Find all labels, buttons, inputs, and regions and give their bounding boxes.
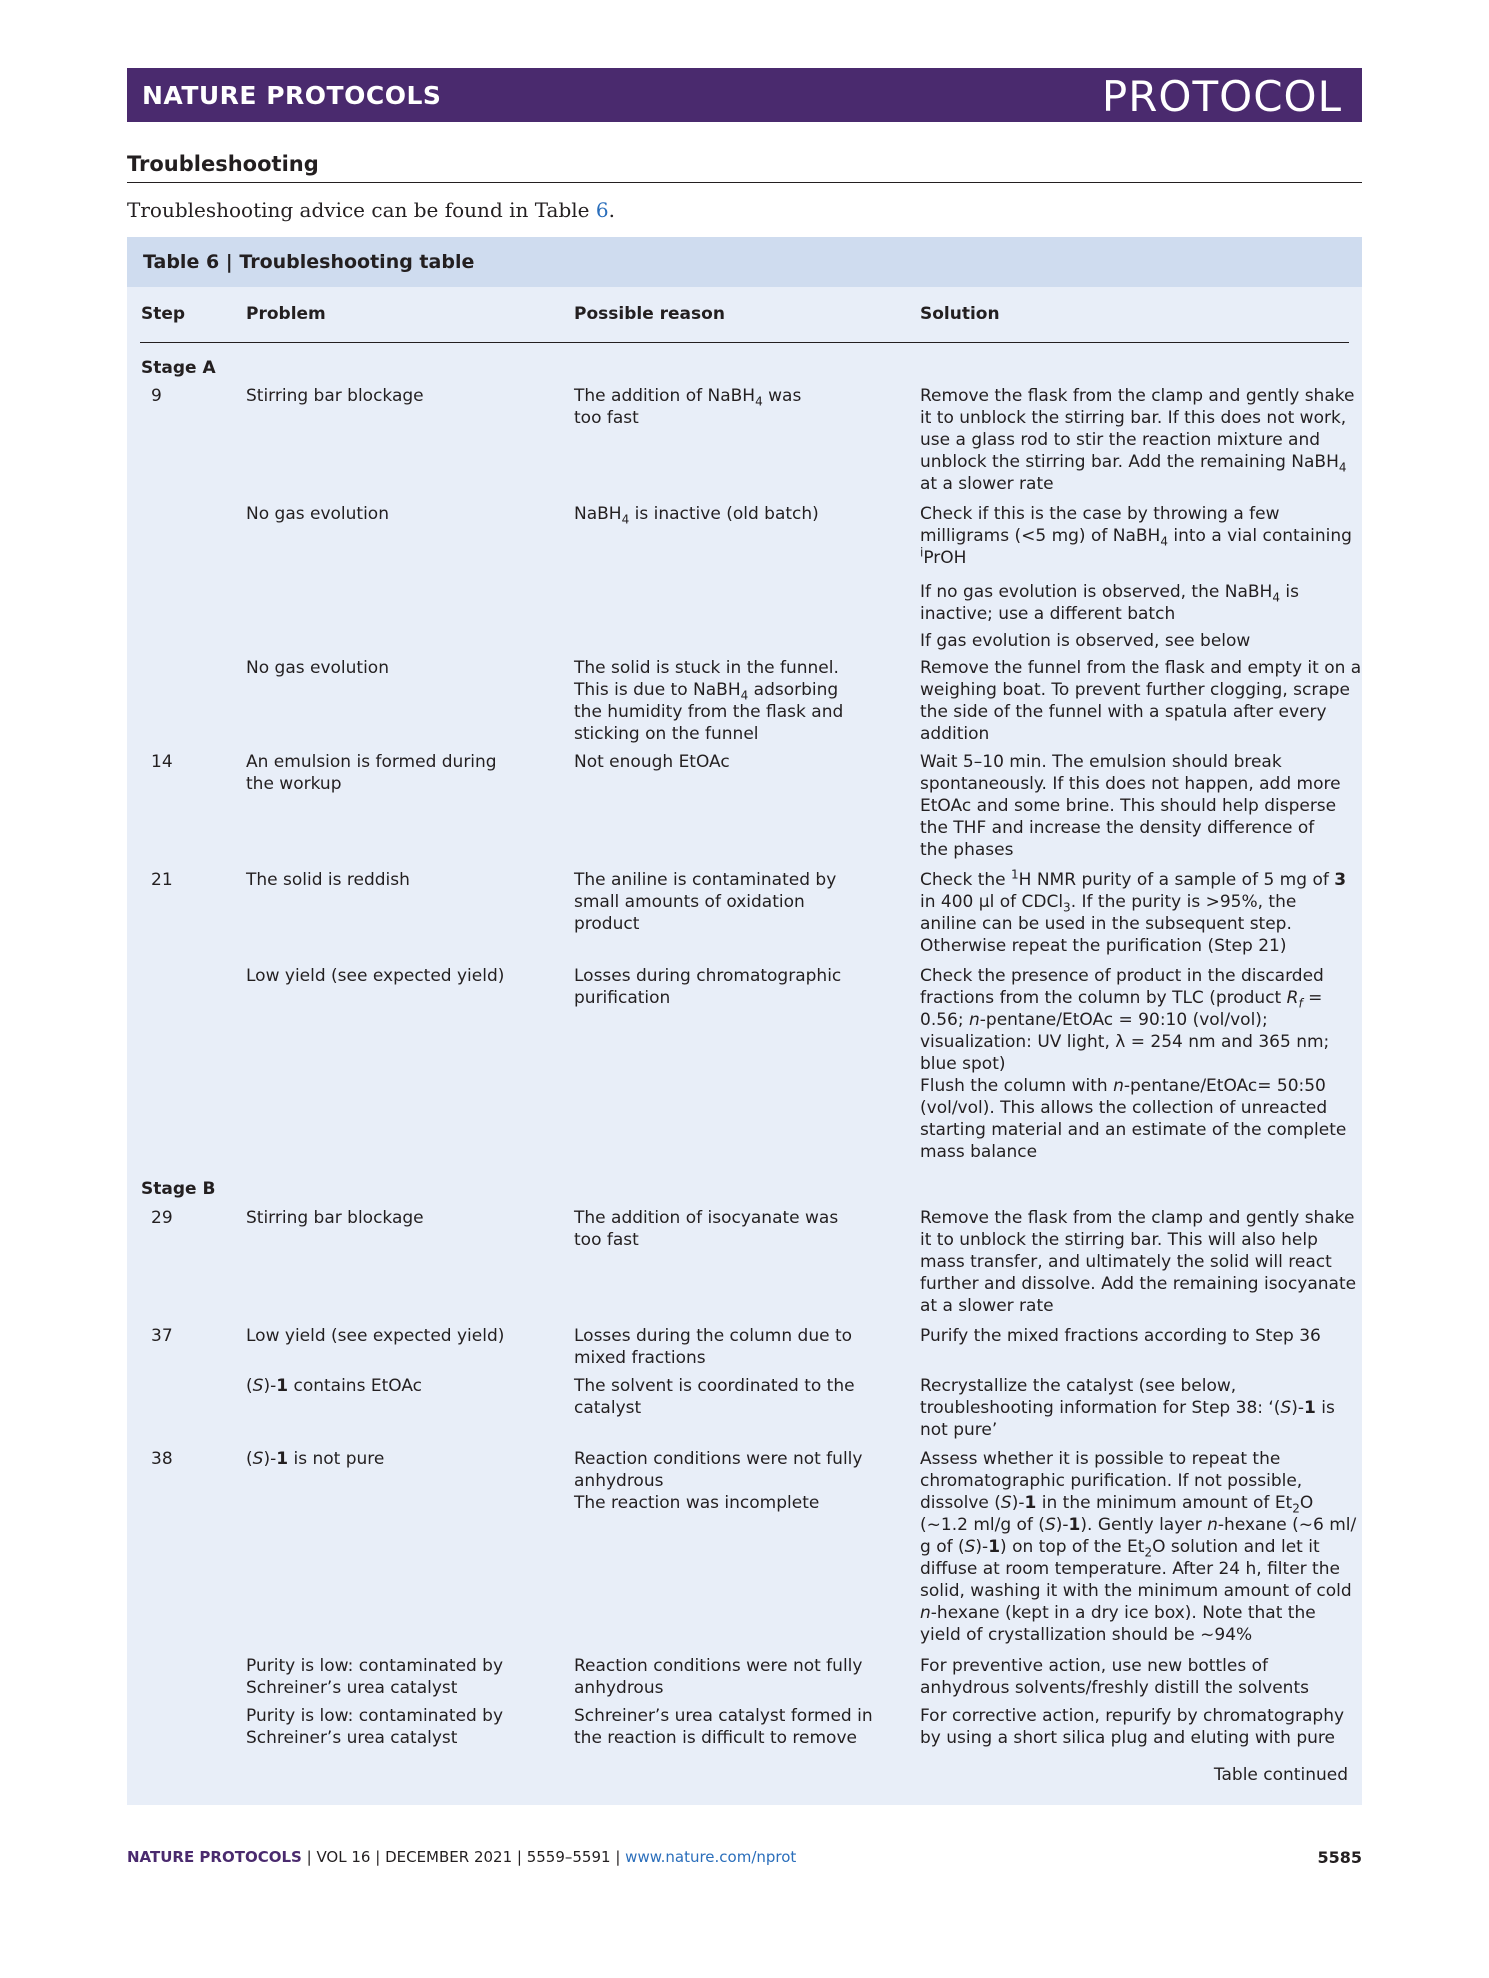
problem-cell: (S)-1 contains EtOAc	[246, 1376, 422, 1396]
section-rule	[127, 182, 1362, 183]
text-line: For preventive action, use new bottles of	[920, 1656, 1268, 1676]
step-cell: 14	[151, 752, 173, 772]
intro-suffix: .	[608, 198, 615, 222]
column-header-step: Step	[141, 304, 186, 324]
solution-cell	[920, 751, 1341, 861]
text-line: the workup	[246, 774, 342, 794]
reason-cell	[574, 869, 836, 935]
troubleshooting-table	[127, 237, 1362, 1805]
footer-volume: VOL 16	[316, 1848, 371, 1866]
text-line: it to unblock the stirring bar. If this does not work,	[920, 408, 1347, 428]
header-rule	[140, 342, 1349, 343]
text-line: the reaction is difficult to remove	[574, 1728, 857, 1748]
problem-cell: The solid is reddish	[246, 870, 410, 890]
text-line: the phases	[920, 840, 1014, 860]
step-cell: 9	[151, 386, 162, 406]
text-line: Schreiner’s urea catalyst	[246, 1678, 458, 1698]
text-line: further and dissolve. Add the remaining isocyanate	[920, 1274, 1357, 1294]
text-line: by using a short silica plug and eluting with pure	[920, 1728, 1335, 1748]
footer-date: DECEMBER 2021	[385, 1848, 513, 1866]
text-line: visualization: UV light, λ = 254 nm and 365 nm;	[920, 1032, 1330, 1052]
text-line: sticking on the funnel	[574, 724, 759, 744]
text-line: The solvent is coordinated to the	[574, 1376, 855, 1396]
solution-cell	[920, 503, 1352, 569]
step-cell: 21	[151, 870, 173, 890]
solution-cell	[920, 657, 1361, 745]
text-line: anhydrous	[574, 1471, 664, 1491]
text-line: Schreiner’s urea catalyst formed in	[574, 1706, 873, 1726]
text-line: addition	[920, 724, 990, 744]
text-line: catalyst	[574, 1398, 642, 1418]
column-header-reason: Possible reason	[574, 304, 725, 324]
solution-cell	[920, 630, 1250, 652]
text-line: This is due to NaBH$_4$ adsorbing	[574, 680, 839, 703]
text-line: milligrams (<5 mg) of NaBH$_4$ into a vial containing	[920, 526, 1352, 549]
solution-cell	[920, 869, 1346, 957]
table-continued-note: Table continued	[1213, 1765, 1348, 1785]
solution-cell	[920, 1705, 1344, 1749]
problem-cell	[246, 1705, 503, 1749]
page-number: 5585	[1317, 1848, 1362, 1867]
text-line: For corrective action, repurify by chromatography	[920, 1706, 1345, 1726]
problem-cell: Low yield (see expected yield)	[246, 1326, 505, 1346]
text-line: Check the presence of product in the discarded	[920, 966, 1324, 986]
footer-journal: NATURE PROTOCOLS	[127, 1848, 302, 1866]
text-line: spontaneously. If this does not happen, add more	[920, 774, 1341, 794]
stage-b-label: Stage B	[141, 1179, 216, 1199]
text-line: EtOAc and some brine. This should help disperse	[920, 796, 1337, 816]
text-line: Otherwise repeat the purification (Step 21)	[920, 936, 1287, 956]
text-line: Losses during the column due to	[574, 1326, 853, 1346]
text-line: it to unblock the stirring bar. This will also help	[920, 1230, 1318, 1250]
text-line: Purity is low: contaminated by	[246, 1706, 504, 1726]
footer-url-link[interactable]: www.nature.com/nprot	[625, 1848, 797, 1866]
text-line: mass balance	[920, 1142, 1038, 1162]
text-line: aniline can be used in the subsequent step.	[920, 914, 1292, 934]
text-line: mixed fractions	[574, 1348, 706, 1368]
text-line: purification	[574, 988, 671, 1008]
problem-cell	[246, 751, 497, 795]
text-line: Remove the flask from the clamp and gently shake	[920, 386, 1355, 406]
text-line: Remove the funnel from the flask and empty it on a	[920, 658, 1362, 678]
reason-cell: Not enough EtOAc	[574, 752, 730, 772]
text-line: yield of crystallization should be ~94%	[920, 1625, 1253, 1645]
text-line: The addition of NaBH$_4$ was	[574, 386, 802, 409]
page-footer: NATURE PROTOCOLS | VOL 16 | DECEMBER 2021 | 5559–5591 | www.nature.com/nprot	[127, 1848, 797, 1866]
text-line: Reaction conditions were not fully	[574, 1449, 863, 1469]
reason-cell	[574, 1207, 838, 1251]
reason-cell	[574, 1325, 852, 1369]
journal-banner	[127, 68, 1362, 122]
text-line: the side of the funnel with a spatula after every	[920, 702, 1327, 722]
problem-cell: Low yield (see expected yield)	[246, 966, 505, 986]
text-line: dissolve (S)-1 in the minimum amount of $Et_2O$	[920, 1493, 1314, 1516]
stage-a-label: Stage A	[141, 358, 216, 378]
text-line: Schreiner’s urea catalyst	[246, 1728, 458, 1748]
text-line: starting material and an estimate of the complete	[920, 1120, 1347, 1140]
solution-cell	[920, 1207, 1356, 1317]
text-line: small amounts of oxidation	[574, 892, 805, 912]
text-line: not pure’	[920, 1420, 998, 1440]
intro-text	[127, 198, 615, 222]
text-line: Check if this is the case by throwing a few	[920, 504, 1280, 524]
text-line: Assess whether it is possible to repeat the	[920, 1449, 1281, 1469]
text-line: The aniline is contaminated by	[574, 870, 837, 890]
text-line: Reaction conditions were not fully	[574, 1656, 863, 1676]
text-line: blue spot)	[920, 1054, 1006, 1074]
text-line: fractions from the column by TLC (product $R_f$ =	[920, 988, 1323, 1011]
table-reference-link[interactable]: 6	[595, 198, 609, 222]
table-caption: Table 6 | Troubleshooting table	[143, 251, 475, 273]
text-line: chromatographic purification. If not possible,	[920, 1471, 1303, 1491]
step-cell: 29	[151, 1208, 173, 1228]
section-heading: Troubleshooting	[127, 152, 319, 176]
column-header-problem: Problem	[246, 304, 326, 324]
text-line: anhydrous solvents/freshly distill the solvents	[920, 1678, 1309, 1698]
text-line: The reaction was incomplete	[574, 1493, 820, 1513]
text-line: n-hexane (kept in a dry ice box). Note that the	[920, 1603, 1316, 1623]
text-line: in 400 μl of CDCl$_3$. If the purity is >95%, the	[920, 892, 1297, 915]
text-line: diffuse at room temperature. After 24 h, filter the	[920, 1559, 1340, 1579]
text-line: Check the $^1$H NMR purity of a sample of 5 mg of 3	[920, 867, 1347, 890]
article-type: PROTOCOL	[1101, 72, 1342, 121]
text-line: product	[574, 914, 640, 934]
footer-pages: 5559–5591	[526, 1848, 611, 1866]
reason-cell	[574, 1705, 873, 1749]
problem-cell: No gas evolution	[246, 504, 389, 524]
solution-cell	[920, 965, 1346, 1163]
text-line: inactive; use a different batch	[920, 604, 1176, 624]
text-line: at a slower rate	[920, 474, 1054, 494]
text-line: Wait 5–10 min. The emulsion should break	[920, 752, 1282, 772]
reason-cell	[574, 1375, 855, 1419]
text-line: anhydrous	[574, 1678, 664, 1698]
problem-cell: Stirring bar blockage	[246, 1208, 424, 1228]
column-header-solution: Solution	[920, 304, 1000, 324]
problem-cell: Stirring bar blockage	[246, 386, 424, 406]
text-line: Recrystallize the catalyst (see below,	[920, 1376, 1237, 1396]
journal-name: NATURE PROTOCOLS	[142, 81, 442, 110]
reason-cell	[574, 385, 801, 429]
text-line: use a glass rod to stir the reaction mixture and	[920, 430, 1321, 450]
problem-cell: No gas evolution	[246, 658, 389, 678]
text-line: the THF and increase the density difference of	[920, 818, 1315, 838]
text-line: (vol/vol). This allows the collection of unreacted	[920, 1098, 1328, 1118]
problem-cell: (S)-1 is not pure	[246, 1449, 385, 1469]
problem-cell	[246, 1655, 503, 1699]
text-line: $^i$PrOH	[920, 545, 967, 568]
step-cell: 37	[151, 1326, 173, 1346]
text-line: solid, washing it with the minimum amount of cold	[920, 1581, 1352, 1601]
text-line: at a slower rate	[920, 1296, 1054, 1316]
step-cell: 38	[151, 1449, 173, 1469]
text-line: unblock the stirring bar. Add the remaining NaBH$_4$	[920, 452, 1347, 475]
text-line: The solid is stuck in the funnel.	[574, 658, 839, 678]
solution-cell	[920, 581, 1299, 625]
reason-cell: NaBH$_4$ is inactive (old batch)	[574, 504, 819, 527]
solution-cell	[920, 385, 1354, 495]
text-line: Losses during chromatographic	[574, 966, 842, 986]
intro-prefix: Troubleshooting advice can be found in Table	[127, 198, 596, 222]
reason-cell	[574, 1448, 862, 1514]
solution-cell: Purify the mixed fractions according to Step 36	[920, 1326, 1321, 1346]
solution-cell	[920, 1655, 1309, 1699]
text-line: The addition of isocyanate was	[574, 1208, 839, 1228]
text-line: Remove the flask from the clamp and gently shake	[920, 1208, 1355, 1228]
table-caption-bar	[127, 237, 1362, 287]
text-line: g of (S)-1) on top of the $Et_2O$ solution and let it	[920, 1537, 1320, 1560]
solution-cell	[920, 1375, 1335, 1441]
text-line: An emulsion is formed during	[246, 752, 497, 772]
text-line: troubleshooting information for Step 38: ‘(S)-1 is	[920, 1398, 1335, 1418]
text-line: too fast	[574, 1230, 639, 1250]
text-line: 0.56; n-pentane/EtOAc = 90:10 (vol/vol);	[920, 1010, 1268, 1030]
text-line: Flush the column with n-pentane/EtOAc= 50:50	[920, 1076, 1326, 1096]
solution-cell	[920, 1448, 1356, 1646]
reason-cell	[574, 1655, 862, 1699]
text-line: Purity is low: contaminated by	[246, 1656, 504, 1676]
text-line: (~1.2 ml/g of (S)-1). Gently layer n-hexane (~6 ml/	[920, 1515, 1357, 1535]
text-line: mass transfer, and ultimately the solid will react	[920, 1252, 1332, 1272]
text-line: too fast	[574, 408, 639, 428]
text-line: weighing boat. To prevent further clogging, scrape	[920, 680, 1351, 700]
reason-cell	[574, 965, 841, 1009]
text-line: If no gas evolution is observed, the NaBH$_4$ is	[920, 582, 1299, 605]
text-line: If gas evolution is observed, see below	[920, 631, 1251, 651]
reason-cell	[574, 657, 843, 745]
text-line: the humidity from the flask and	[574, 702, 844, 722]
